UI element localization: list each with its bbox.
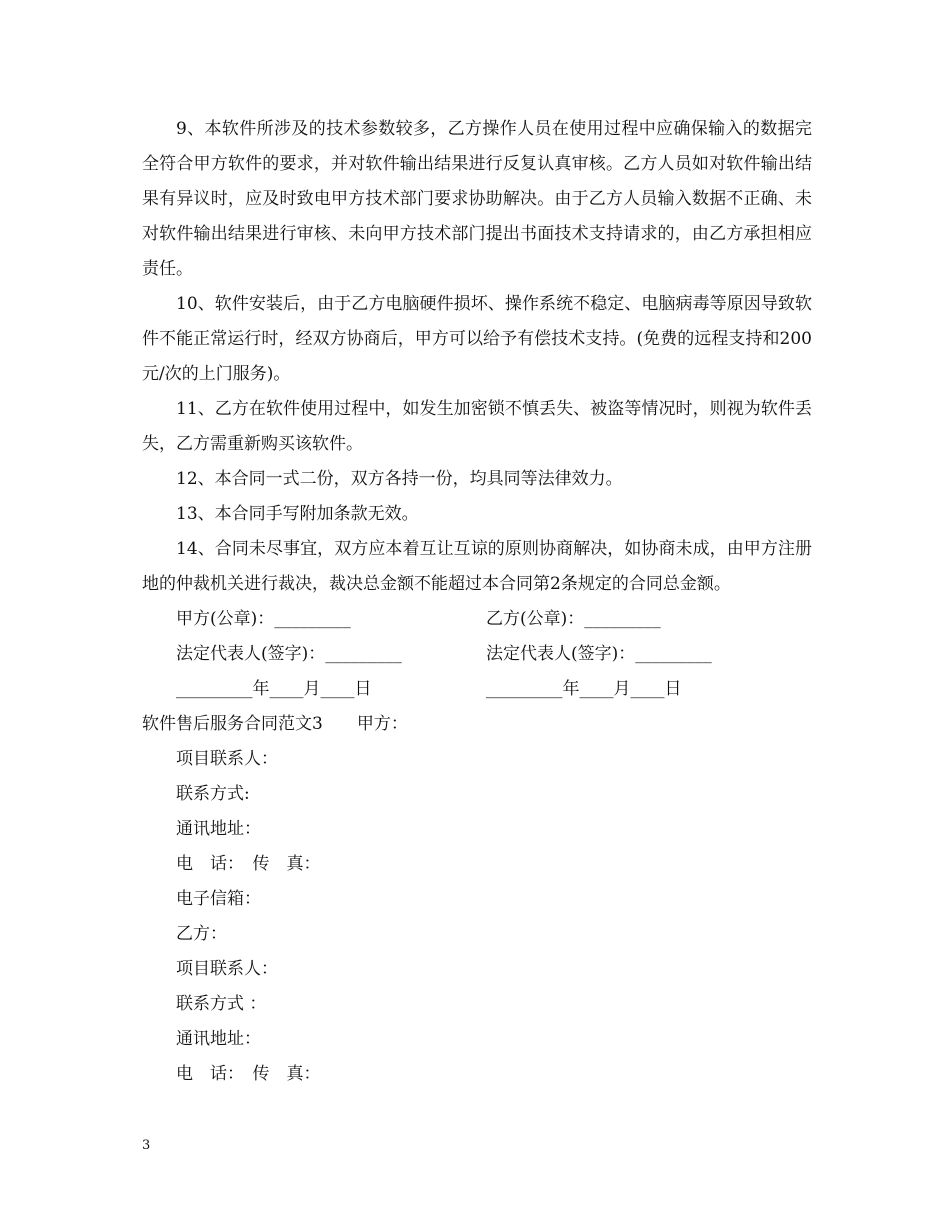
clause-14: 14、合同未尽事宜，双方应本着互让互谅的原则协商解决，如协商未成，由甲方注册地的仲裁机关进行裁决，裁决总金额不能超过本合同第2条规定的合同总金额。 — [142, 539, 812, 594]
contract-body — [142, 112, 812, 1092]
representative-row — [142, 637, 812, 672]
party-a-phone-fax: 电 话： 传 真： — [176, 854, 321, 874]
party-b-phone-fax: 电 话： 传 真： — [176, 1064, 321, 1084]
party-b-seal: 乙方(公章)：_________ — [486, 609, 661, 629]
clause-10: 10、软件安装后，由于乙方电脑硬件损坏、操作系统不稳定、电脑病毒等原因导致软件不能正常运行时，经双方协商后，甲方可以给予有偿技术支持。(免费的远程支持和200元/次的上门服务)。 — [142, 294, 812, 384]
party-a-contact-method: 联系方式: — [176, 784, 250, 804]
party-b-address: 通讯地址： — [176, 1029, 261, 1049]
page-number: 3 — [142, 1138, 151, 1153]
clause-13: 13、本合同手写附加条款无效。 — [176, 504, 419, 524]
clause-11: 11、乙方在软件使用过程中，如发生加密锁不慎丢失、被盗等情况时，则视为软件丢失，乙方需重新购买该软件。 — [142, 399, 812, 454]
party-a-date: _________年____月____日 — [176, 679, 372, 699]
party-b-label: 乙方： — [176, 924, 227, 944]
party-a-address: 通讯地址： — [176, 819, 261, 839]
party-a-representative: 法定代表人(签字)：_________ — [176, 644, 402, 664]
signature-block — [142, 602, 812, 707]
seal-row — [142, 602, 812, 637]
party-b-contact-method: 联系方式 ： — [176, 994, 267, 1014]
section-heading: 软件售后服务合同范文3 甲方： — [142, 714, 408, 734]
clause-12: 12、本合同一式二份，双方各持一份，均具同等法律效力。 — [176, 469, 623, 489]
party-a-contact-person: 项目联系人： — [176, 749, 278, 769]
party-a-email: 电子信箱： — [176, 889, 261, 909]
clause-9: 9、本软件所涉及的技术参数较多，乙方操作人员在使用过程中应确保输入的数据完全符合甲方软件的要求，并对软件输出结果进行反复认真审核。乙方人员如对软件输出结果有异议时，应及时致电甲方技术部门要求协助解决。由于乙方人员输入数据不正确、未对软件输出结果进行审核、未向甲方技术部门提出书面技术支持请求的，由乙方承担相应责任。 — [142, 119, 812, 279]
date-row — [142, 672, 812, 707]
party-a-seal: 甲方(公章)：_________ — [176, 609, 351, 629]
party-b-date: _________年____月____日 — [486, 679, 682, 699]
party-b-representative: 法定代表人(签字)：_________ — [486, 644, 712, 664]
party-b-contact-person: 项目联系人： — [176, 959, 278, 979]
